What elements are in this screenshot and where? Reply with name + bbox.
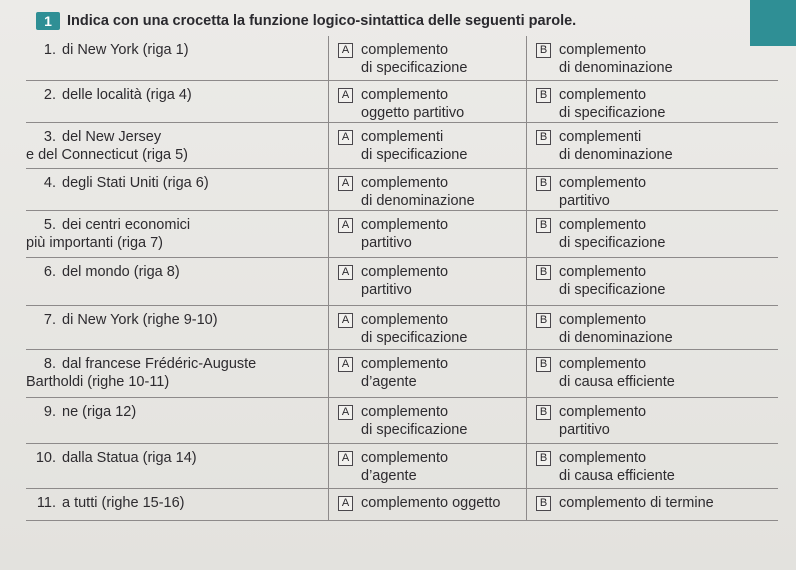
exercise-instruction: Indica con una crocetta la funzione logico-sintattica delle seguenti parole. — [67, 13, 577, 29]
column-divider — [328, 123, 329, 168]
option-a[interactable] — [338, 216, 448, 252]
row-text: ne (riga 12) — [62, 404, 137, 420]
column-divider — [328, 306, 329, 349]
row-number: 2. — [43, 87, 56, 103]
row-item — [26, 128, 306, 164]
row-text: dal francese Frédéric-Auguste Bartholdi (righe 10-11) — [26, 356, 257, 390]
row-text: del mondo (riga 8) — [62, 264, 180, 280]
row-text: a tutti (righe 15-16) — [62, 495, 185, 511]
row-text: degli Stati Uniti (riga 6) — [62, 175, 209, 191]
option-a-label: complemento oggetto partitivo — [361, 87, 465, 121]
option-a[interactable] — [338, 41, 467, 77]
checkbox-b[interactable]: B — [536, 313, 551, 328]
option-b[interactable] — [536, 86, 665, 122]
checkbox-b[interactable]: B — [536, 405, 551, 420]
option-a-label: complemento d’agente — [361, 450, 449, 484]
column-divider — [526, 81, 527, 122]
row-item — [26, 403, 306, 421]
checkbox-a[interactable]: A — [338, 176, 353, 191]
column-divider — [526, 36, 527, 80]
row-number: 4. — [43, 175, 56, 191]
column-divider — [328, 169, 329, 210]
option-b[interactable] — [536, 128, 673, 164]
row-text: di New York (righe 9-10) — [62, 312, 218, 328]
checkbox-a[interactable]: A — [338, 88, 353, 103]
row-text: dei centri economici più importanti (riga 7) — [26, 217, 191, 251]
column-divider — [526, 258, 527, 305]
exercise-row — [26, 306, 778, 350]
checkbox-b[interactable]: B — [536, 265, 551, 280]
checkbox-b[interactable]: B — [536, 43, 551, 58]
row-number: 7. — [43, 312, 56, 328]
exercise-row — [26, 350, 778, 398]
option-b-label: complemento di specificazione — [559, 264, 666, 298]
option-a[interactable] — [338, 263, 448, 299]
row-number: 3. — [43, 129, 56, 145]
option-b-label: complemento di specificazione — [559, 87, 666, 121]
option-b-label: complemento partitivo — [559, 404, 647, 438]
option-a-label: complementi di specificazione — [361, 129, 468, 163]
row-text: delle località (riga 4) — [62, 87, 192, 103]
option-b-label: complementi di denominazione — [559, 129, 673, 163]
option-b[interactable] — [536, 174, 646, 210]
exercise-row — [26, 169, 778, 211]
exercise-row — [26, 444, 778, 489]
exercise-number-badge: 1 — [36, 12, 60, 30]
option-b[interactable] — [536, 216, 665, 252]
column-divider — [328, 36, 329, 80]
row-number: 6. — [43, 264, 56, 280]
option-a-label: complemento d’agente — [361, 356, 449, 390]
option-a[interactable] — [338, 174, 475, 210]
checkbox-b[interactable]: B — [536, 496, 551, 511]
option-a-label: complemento di denominazione — [361, 175, 475, 209]
checkbox-a[interactable]: A — [338, 496, 353, 511]
option-a[interactable] — [338, 311, 467, 347]
row-text: di New York (riga 1) — [62, 42, 189, 58]
column-divider — [328, 444, 329, 488]
column-divider — [328, 211, 329, 257]
option-b-label: complemento partitivo — [559, 175, 647, 209]
column-divider — [526, 169, 527, 210]
exercise-table — [26, 36, 778, 521]
column-divider — [526, 211, 527, 257]
option-b-label: complemento di causa efficiente — [559, 450, 675, 484]
option-a[interactable] — [338, 403, 467, 439]
exercise-row — [26, 489, 778, 521]
option-b-label: complemento di specificazione — [559, 217, 666, 251]
row-item — [26, 263, 306, 281]
row-number: 5. — [43, 217, 56, 233]
option-a-label: complemento oggetto — [361, 495, 501, 511]
checkbox-b[interactable]: B — [536, 176, 551, 191]
option-b[interactable] — [536, 403, 646, 439]
checkbox-b[interactable]: B — [536, 357, 551, 372]
row-item — [26, 41, 306, 59]
option-b[interactable] — [536, 41, 673, 77]
row-number: 8. — [43, 356, 56, 372]
column-divider — [526, 350, 527, 397]
checkbox-b[interactable]: B — [536, 451, 551, 466]
option-b[interactable] — [536, 355, 675, 391]
exercise-row — [26, 398, 778, 444]
column-divider — [526, 398, 527, 443]
row-item — [26, 494, 306, 512]
option-b[interactable] — [536, 311, 673, 347]
exercise-row — [26, 36, 778, 81]
checkbox-a[interactable]: A — [338, 43, 353, 58]
checkbox-b[interactable]: B — [536, 88, 551, 103]
option-a-label: complemento partitivo — [361, 217, 449, 251]
checkbox-a[interactable]: A — [338, 313, 353, 328]
row-item — [26, 449, 306, 467]
exercise-row — [26, 211, 778, 258]
checkbox-a[interactable]: A — [338, 357, 353, 372]
option-a-label: complemento di specificazione — [361, 312, 468, 346]
column-divider — [526, 123, 527, 168]
checkbox-a[interactable]: A — [338, 265, 353, 280]
exercise-header — [36, 10, 576, 32]
option-b[interactable] — [536, 449, 675, 485]
checkbox-a[interactable]: A — [338, 451, 353, 466]
row-item — [26, 311, 306, 329]
option-b-label: complemento di denominazione — [559, 42, 673, 76]
row-number: 1. — [43, 42, 56, 58]
option-a[interactable] — [338, 355, 448, 391]
checkbox-a[interactable]: A — [338, 218, 353, 233]
row-number: 11. — [36, 495, 56, 511]
column-divider — [328, 398, 329, 443]
row-item — [26, 355, 306, 391]
row-number: 9. — [43, 404, 56, 420]
option-b-label: complemento di causa efficiente — [559, 356, 675, 390]
row-text: del New Jersey e del Connecticut (riga 5) — [26, 129, 188, 163]
column-divider — [526, 306, 527, 349]
exercise-row — [26, 123, 778, 169]
option-b[interactable] — [536, 494, 714, 512]
checkbox-a[interactable]: A — [338, 405, 353, 420]
exercise-row — [26, 258, 778, 306]
column-divider — [526, 444, 527, 488]
row-item — [26, 86, 306, 104]
option-b-label: complemento di denominazione — [559, 312, 673, 346]
column-divider — [526, 489, 527, 520]
column-divider — [328, 258, 329, 305]
exercise-row — [26, 81, 778, 123]
row-item — [26, 216, 306, 252]
option-a[interactable] — [338, 494, 500, 512]
option-a-label: complemento di specificazione — [361, 42, 468, 76]
checkbox-b[interactable]: B — [536, 218, 551, 233]
column-divider — [328, 489, 329, 520]
option-a-label: complemento partitivo — [361, 264, 449, 298]
row-number: 10. — [35, 450, 56, 466]
option-b[interactable] — [536, 263, 665, 299]
row-text: dalla Statua (riga 14) — [62, 450, 197, 466]
option-b-label: complemento di termine — [559, 495, 714, 511]
option-a[interactable] — [338, 449, 448, 485]
column-divider — [328, 350, 329, 397]
row-item — [26, 174, 306, 192]
option-a[interactable] — [338, 86, 464, 122]
checkbox-b[interactable]: B — [536, 130, 551, 145]
column-divider — [328, 81, 329, 122]
option-a[interactable] — [338, 128, 467, 164]
checkbox-a[interactable]: A — [338, 130, 353, 145]
option-a-label: complemento di specificazione — [361, 404, 468, 438]
